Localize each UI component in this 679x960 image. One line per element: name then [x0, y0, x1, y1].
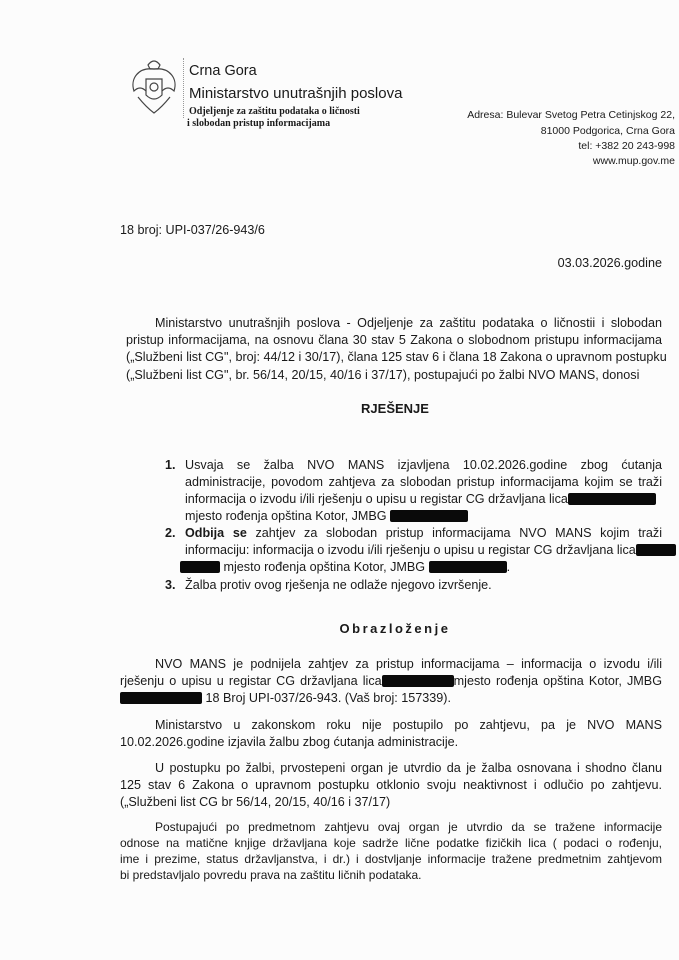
reasoning-line: Ministarstvo u zakonskom roku nije postupilo po zahtjevu, pa je NVO MANS [155, 718, 662, 732]
item-line: administracije, povodom zahtjeva za slobodan pristup informacijama kojim se traži [185, 475, 662, 489]
address-line-1: Adresa: Bulevar Svetog Petra Cetinjskog 22, [467, 109, 675, 121]
reasoning-text: 18 Broj UPI-037/26-943. (Vaš broj: 157339). [205, 691, 451, 705]
address-line-2: 81000 Podgorica, Crna Gora [540, 125, 675, 137]
item-line [185, 526, 662, 541]
reasoning-line: bi predstavljalo povredu prava na zaštitu ličnih podataka. [120, 868, 422, 882]
ministry-name: Ministarstvo unutrašnjih poslova [189, 85, 403, 102]
item-number: 3. [165, 578, 176, 592]
redaction [180, 561, 220, 573]
reasoning-line: 125 stav 6 Zakona o upravnom postupku otklonio svoju neaktivnost i odlučio po zahtjevu. [120, 778, 662, 792]
intro-line: pristup informacijama, na osnovu člana 30 stav 5 Zakona o slobodnom pristupu informacijama [126, 333, 662, 347]
item-line [185, 509, 468, 524]
reasoning-line: 10.02.2026.godine izjavila žalbu zbog ćutanja administracije. [120, 735, 459, 749]
redaction [390, 510, 468, 522]
intro-line: Ministarstvo unutrašnjih poslova - Odjeljenje za zaštitu podataka o ličnostii i slobodan [155, 316, 662, 330]
item-line [185, 492, 656, 507]
item-number: 2. [165, 526, 176, 540]
redaction [120, 692, 202, 704]
intro-line: („Službeni list CG", broj: 44/12 i 30/17), člana 125 stav 6 i člana 18 Zakona o upravnom postupku [126, 350, 667, 364]
item-line [185, 543, 676, 558]
website: www.mup.gov.me [592, 155, 675, 167]
header-divider [183, 58, 184, 118]
reasoning-line [120, 691, 451, 706]
reasoning-line: odnose na matične knjige državljana koje sadrže lične podatke fizičkih lica ( podaci o rođenju, [120, 836, 662, 850]
intro-line: („Službeni list CG", br. 56/14, 20/15, 40/16 i 37/17), postupajući po žalbi NVO MANS, donosi [126, 368, 640, 382]
reference-number: 18 broj: UPI-037/26-943/6 [120, 223, 265, 237]
item-text: . [506, 560, 511, 574]
reasoning-text: rješenju o upisu u registar CG državljana lica [120, 674, 382, 688]
coat-of-arms-logo [128, 57, 180, 117]
reasoning-line: („Službeni list CG br 56/14, 20/15, 40/16 i 37/17) [120, 795, 391, 809]
item-text: informaciju: informacija o izvodu i/ili rješenju o upisu u registar CG državljana lica [185, 543, 636, 557]
item-number: 1. [165, 458, 176, 472]
item-text: zahtjev za slobodan pristup informacijama NVO MANS kojim traži [246, 526, 662, 540]
item-line: Žalba protiv ovog rješenja ne odlaže njegovo izvršenje. [185, 578, 492, 592]
decision-title: RJEŠENJE [361, 401, 429, 416]
reasoning-line: ime i prezime, status državljanstva, i dr.) i dostvljanje informacije tražene predmetnim zahtjevom [120, 852, 662, 866]
redaction [636, 544, 676, 556]
redaction [568, 493, 656, 505]
item-bold-text: Odbija se [185, 526, 247, 540]
department-line-2: i slobodan pristup informacijama [187, 118, 331, 129]
document-date: 03.03.2026.godine [557, 256, 662, 270]
item-text: informacija o izvodu i/ili rješenju o upisu u registar CG državljana lica [185, 492, 568, 506]
item-text: mjesto rođenja opština Kotor, JMBG [223, 560, 426, 574]
redaction [429, 561, 507, 573]
department-line-1: Odjeljenje za zaštitu podataka o ličnosti [189, 106, 360, 117]
country-name: Crna Gora [189, 63, 257, 79]
item-line: Usvaja se žalba NVO MANS izjavljena 10.02.2026.godine zbog ćutanja [185, 458, 662, 472]
reasoning-text: mjesto rođenja opština Kotor, JMBG [453, 674, 662, 688]
redaction [382, 675, 454, 687]
item-line [180, 560, 510, 575]
reasoning-line: Postupajući po predmetnom zahtjevu ovaj organ je utvrdio da se tražene informacije [155, 820, 662, 834]
reasoning-line [120, 674, 662, 689]
reasoning-title: Obrazloženje [339, 621, 451, 636]
phone: tel: +382 20 243-998 [578, 140, 675, 152]
item-text: mjesto rođenja opština Kotor, JMBG [185, 509, 387, 523]
reasoning-line: NVO MANS je podnijela zahtjev za pristup informacijama – informacija o izvodu i/ili [155, 657, 662, 671]
reasoning-line: U postupku po žalbi, prvostepeni organ je utvrdio da je žalba osnovana i shodno članu [155, 761, 662, 775]
